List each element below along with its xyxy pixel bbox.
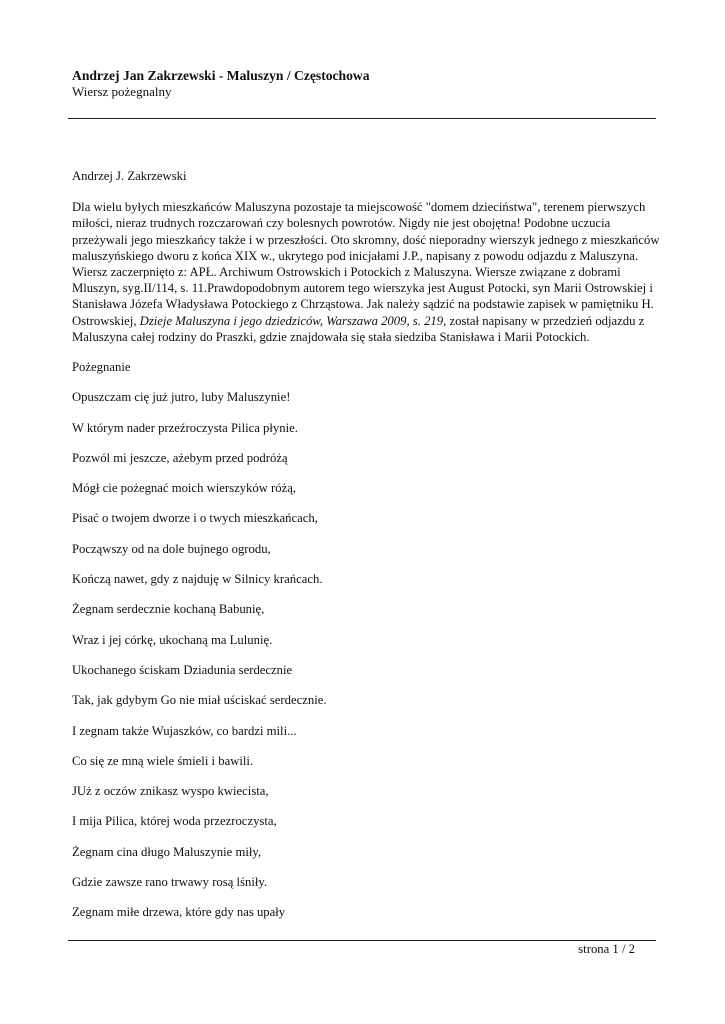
poem-verse: Co się ze mną wiele śmieli i bawili. <box>72 753 254 768</box>
document-subtitle: Wiersz pożegnalny <box>72 84 172 99</box>
poem-verse: W którym nader przeźroczysta Pilica płynie. <box>72 420 298 435</box>
document-title: Andrzej Jan Zakrzewski - Maluszyn / Częstochowa <box>72 68 370 83</box>
article-intro <box>72 199 662 345</box>
poem-verse: I zegnam także Wujaszków, co bardzi mili... <box>72 723 297 738</box>
poem-verse: Zegnam miłe drzewa, które gdy nas upały <box>72 905 286 920</box>
poem-verse: Wraz i jej córkę, ukochaną ma Lulunię. <box>72 632 273 647</box>
poem-verses <box>72 389 662 934</box>
poem-verse: Tak, jak gdybym Go nie miał uściskać serdecznie. <box>72 693 327 708</box>
poem-verse: JUż z oczów znikasz wyspo kwiecista, <box>72 784 269 799</box>
poem-verse: Żegnam cina długo Maluszynie miły, <box>72 844 262 859</box>
poem-verse: Pozwól mi jeszcze, ażebym przed podróżą <box>72 450 288 465</box>
intro-text-part1: Dla wielu byłych mieszkańców Maluszyna pozostaje ta miejscowość "domem dzieciństwa", terenem pierwszych miłości, nieraz trudnych rozczarowań czy bolesnych powrotów. Nigdy nie jest obojętna! Podobne uczucia przeżywali jego mieszkańcy także i w przeszłości. Oto skromny, dość nieporadny wierszyk jednego z mieszkańców maluszyńskiego dworu z końca XIX w., ukrytego pod inicjałami J.P., napisany z powodu odjazdu z Maluszyna. Wiersz zaczerpnięto z: APŁ. Archiwum Ostrowskich i Potockich z Maluszyna. Wiersze związane z dobrami Mluszyn, syg.II/114, s. 11.Prawdopodobnym autorem tego wierszyka jest August Potocki, syn Marii Ostrowskiej i Stanisława Józefa Władysława Potockiego z Chrząstowa. Jak należy sądzić na podstawie zapisek w pamiętniku H. Ostrowskiej, <box>72 200 660 328</box>
poem-verse: Kończą nawet, gdy z najduję w Silnicy krańcach. <box>72 572 323 587</box>
page-number: strona 1 / 2 <box>578 942 635 956</box>
intro-citation-italic: Dzieje Maluszyna i jego dziedziców, Warszawa 2009, s. 219, <box>139 313 447 328</box>
intro-text-part2: został napisany w przedzień odjazdu z Maluszyna całej rodziny do Praszki, gdzie znajdowała się stała siedziba Stanisława i Marii Potockich. <box>72 313 645 344</box>
poem-verse: Żegnam serdecznie kochaną Babunię, <box>72 602 265 617</box>
poem-verse: Gdzie zawsze rano trwawy rosą lśniły. <box>72 874 268 889</box>
poem-verse: I mija Pilica, której woda przezroczysta, <box>72 814 277 829</box>
article-author: Andrzej J. Zakrzewski <box>72 169 187 183</box>
poem-verse: Opuszczam cię już jutro, luby Maluszynie! <box>72 390 291 405</box>
poem-title: Pożegnanie <box>72 360 131 375</box>
page-header <box>72 68 657 100</box>
poem-verse: Ukochanego ściskam Dziadunia serdecznie <box>72 662 293 677</box>
poem-verse: Mógł cie pożegnać moich wierszyków różą, <box>72 481 297 496</box>
article-body <box>72 168 662 935</box>
footer-divider <box>68 940 656 941</box>
poem-verse: Począwszy od na dole bujnego ogrodu, <box>72 541 271 556</box>
poem-verse: Pisać o twojem dworze i o twych mieszkańcach, <box>72 511 318 526</box>
header-divider <box>68 118 656 119</box>
